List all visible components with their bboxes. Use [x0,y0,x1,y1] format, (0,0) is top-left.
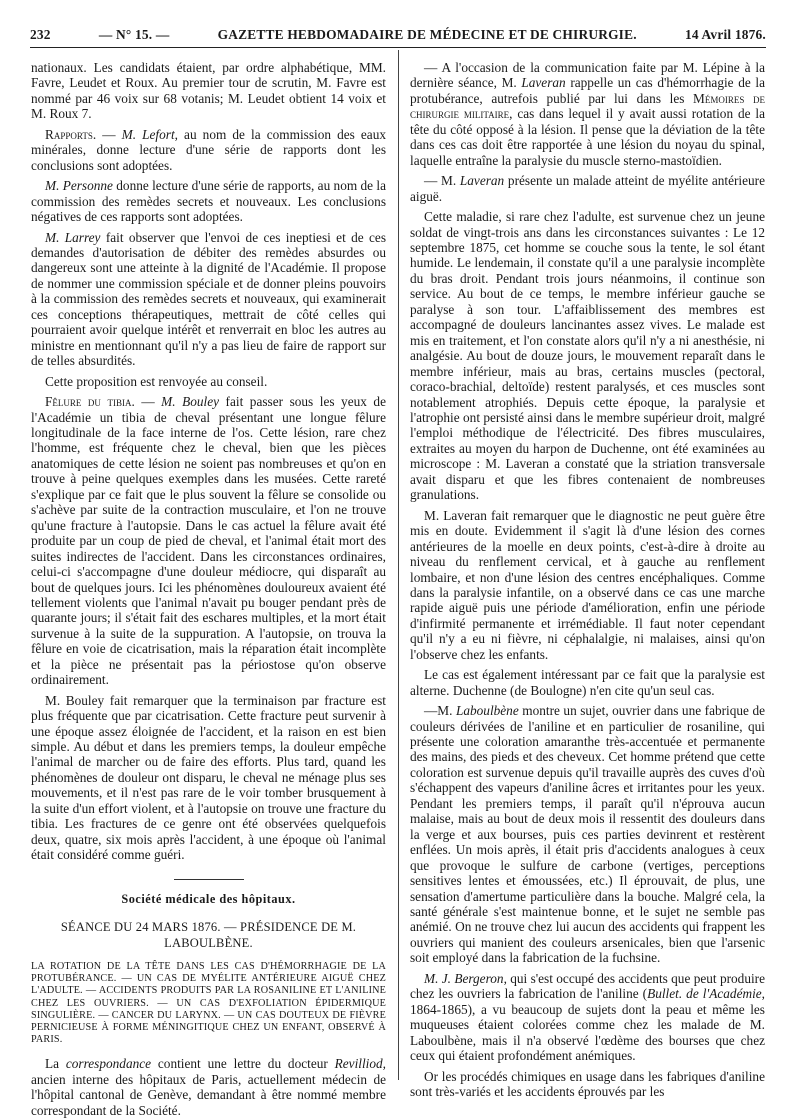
person-name: M. Larrey [45,229,101,245]
publication-title: Bullet. de l'Académie [647,986,762,1002]
paragraph-text: , 1864-1865), a vu beaucoup de sujets dont la peau et même les muqueuses étaient colorées comme chez les malade de M. Laboulbène, mais il n'a observé l'œdème des bourses que chez ceux qui étaient profondément anémiques. [410,986,765,1064]
paragraph-text: fait passer sous les yeux de l'Académie un tibia de cheval présentant une longue fêlure longitudinale de la face interne de l'os. Cette lésion, rare chez l'homme, est fréquente chez le cheval, bien que les pièces anatomiques de cette lésion ne soient pas nombreuses et qu'on en trouve à peine quelques exemples dans les musées. Cette rareté s'explique par ce fait que le plus souvent la fêlure se consolide ou s'achève par suite de la contraction musculaire, et l'on ne trouve qu'une fracture à l'autopsie. Dans le cas actuel la fêlure avait été produite par un coup de pied de cheval, et l'animal était mort des suites indirectes de l'accident. Dans les circonstances ordinaires, celui-ci s'accompagne d'une douleur médiocre, qui disparaît au bout de quelques jours. Ici les phénomènes douloureux avaient été tellement violents que l'animal n'avait pu bouger pendant près de quarante jours; il s'était fait des eschares multiples, et la mort était survenue à la suite de la suppuration. A l'autopsie, on trouva la fêlure en voie de cicatrisation, mais la réparation était incomplète et la pièce ne présentait pas la périostose qu'on observe ordinairement. [31,394,386,688]
right-column [410,60,765,1099]
paragraph-text: — A l'occasion de la communication faite par M. Lépine à la dernière séance, M. [410,60,765,91]
paragraph-text: contient une lettre du docteur [151,1056,335,1072]
paragraph-text: donne lecture d'une série de rapports, au nom de la commission des remèdes secrets et nouveaux. Les conclusions négatives de ces rapports sont adoptées. [31,178,386,225]
left-column [31,60,386,1118]
paragraph: Le cas est également intéressant par ce fait que la paralysie est alterne. Duchenne (de Boulogne) n'en cite qu'un seul cas. [410,667,765,698]
paragraph: Cette maladie, si rare chez l'adulte, est survenue chez un jeune soldat de vingt-trois ans dans les circonstances suivantes : Le 12 septembre 1875, cet homme se couche sous la tente, le sol étant humide. Le lendemain, il constate qu'il a une paralysie incomplète du bras droit. Pendant trois jours néanmoins, il continue son service. Au bout de ce temps, le membre inférieur gauche se paralyse à son tour. L'affaiblissement des membres est accompagné de douleurs lancinantes assez vives. Le malade est mis en traitement, et l'on constate alors qu'il n'y a ni anesthésie, ni analgésie. Au bout de douze jours, le mouvement reparaît dans le membre inférieur, mais au bras, certains muscles (pectoral, coraco-brachial, deltoïde) restent paralysés, et ces muscles sont notablement atrophiés. Depuis cette époque, la paralysie et l'atrophie ont persisté ainsi dans le membre supérieur droit, malgré l'emploi méthodique de l'électricité. Des fibres musculaires, extraites au moyen du harpon de Duchenne, ont été examinées au microscope : M. Laveran a constaté que la striation transversale avait disparu et que les fibres contenaient de nombreuses granulations. [410,209,765,503]
paragraph-text: La [45,1056,66,1072]
person-name: M. Bouley [161,394,220,410]
page-number: 232 [30,27,51,42]
paragraph-text: rappelle un cas d'hémorrhagie de la protubérance, autrefois publié par lui dans les [410,75,765,106]
paragraph [410,703,765,966]
section-label: Rapports. [45,126,97,142]
section-title: Société médicale des hôpitaux. [121,891,296,906]
paragraph [410,971,765,1064]
paragraph: nationaux. Les candidats étaient, par ordre alphabétique, MM. Favre, Leudet et Roux. Au premier tour de scrutin, M. Favre est nommé par 46 voix sur 68 votanis; M. Leudet obtient 14 voix et M. Roux 7. [31,60,386,122]
paragraph [31,1056,386,1118]
seance-line: SÉANCE DU 24 MARS 1876. — PRÉSIDENCE DE M. LABOULBÈNE. [60,920,357,950]
paragraph-text: —M. [424,703,456,719]
paragraph: Rapports. — M. Lefort, au nom de la commission des eaux minérales, donne lecture d'une série de rapports dont les conclusions sont adoptées. [31,126,386,173]
person-name: Laveran [459,173,505,189]
paragraph-text: — M. [424,173,460,189]
person-name: Laveran [521,75,566,91]
issue-number: — N° 15. — [98,27,170,42]
italic-term: correspondance [65,1056,152,1072]
column-divider [398,50,399,1080]
person-name: Revilliod, [334,1056,386,1072]
paragraph-text: , au nom de la commission des eaux minérales, donne lecture d'une série de rapports dont les conclusions sont adoptées. [31,126,386,173]
paragraph: Fêlure du tibia. — M. Bouley fait passer sous les yeux de l'Académie un tibia de cheval présentant une longue fêlure longitudinale de la face interne de l'os. Cette lésion, rare chez l'homme, est fréquente chez le cheval, bien que les pièces anatomiques de cette lésion ne soient pas nombreuses et qu'on en trouve à peine quelques exemples dans les musées. Cette rareté s'explique par ce fait que le plus souvent la fêlure se consolide ou s'achève par suite de la contraction musculaire, et l'on ne trouve qu'une fracture à l'autopsie. Dans le cas actuel la fêlure avait été produite par un coup de pied de cheval, et l'animal était mort des suites indirectes de l'accident. Dans les circonstances ordinaires, celui-ci s'accompagne d'une douleur médiocre, qui disparaît au bout de quelques jours. Ici les phénomènes douloureux avaient été tellement violents que l'animal n'avait pu bouger pendant près de quarante jours; il s'était fait des eschares multiples, et la mort était survenue à la suite de la suppuration. A l'autopsie, on trouva la fêlure en voie de cicatrisation, mais la réparation était incomplète et la pièce ne présentait pas la périostose qu'on observe ordinairement. [31,394,386,688]
page-header [30,27,766,43]
person-name: Laboulbène [455,703,519,719]
header-rule [30,47,766,48]
paragraph-text: montre un sujet, ouvrier dans une fabrique de couleurs dérivées de l'aniline et en particulier de rosaniline, qui présente une coloration amaranthe très-accentuée et permanente des mains, des pieds et des cheveux. Cet homme prétend que cette coloration est survenue depuis qu'il travaille auprès des cuves d'où s'échappent des vapeurs d'aniline âcres et irritantes pour les yeux. Pendant les premiers temps, il paraît qu'il n'éprouva aucun malaise, mais au bout de deux mois il ressentit des douleurs dans la verge et aux bourses, puis ces parties devinrent et restèrent enflées. Un mois après, il était pris d'accidents analogues à ceux que provoque le sulfure de carbone (vertiges, perceptions sensitives lentes et émoussées, etc.) Il éprouvait, de plus, une sensation d'amertume particulière dans la bouche. Malgré cela, la santé générale s'est maintenue bonne, et le sujet ne semble pas anémié. On ne trouve chez lui aucun des accidents qui frappent les ouvriers qui manient des couleurs arsenicales, bien que l'arsenic soit employé dans la fabrication de la fuchsine. [410,703,765,966]
paragraph [410,60,765,168]
paragraph-text: fait observer que l'envoi de ces ineptiesi et de ces demandes d'autorisation de débiter des remèdes absurdes ou dangereux sont une atteinte à la dignité de l'Académie. Il propose de nommer une commission spéciale et de donner pleins pouvoirs à la commission des remèdes secrets et nouveaux, qui examinerait ces conceptions thérapeutiques, mettrait de côté celles qui pourraient avoir quelque intérêt et renverrait en bloc les autres au ministre en mentionnant qu'il n'y a pas lieu de faire de rapport sur de telles absurdités. [31,229,386,369]
person-name: M. Personne [45,178,113,194]
person-name: M. Lefort [121,126,175,142]
paragraph: M. Laveran fait remarquer que le diagnostic ne peut guère être mis en doute. Evidemment il s'agit là d'une lésion des cornes antérieures de la moelle en deux points, c'est-à-dire à droite au niveau du renflement cervical, et à gauche au renflement lombaire, et non d'une lésion des centres encéphaliques. Comme dans la paralysie infantile, on a observé dans ce cas une marche rapide aiguë puis une période d'amélioration, enfin une période d'infirmité permanente et irrémédiable. Il faut noter cependant qu'il n'y a eu ni fièvre, ni céphalalgie, ni malaises, ainsi qu'on l'observe chez les enfants. [410,507,765,662]
paragraph-text: , cas dans lequel il y avait aussi rotation de la tête du côté opposé à la lésion. Il pense que la déviation de la tête dans ces cas doit être rapportée à une lésion du noyau du spinal, laquelle entraîne la paralysie du muscle sterno-mastoïdien. [410,106,765,168]
issue-date: 14 Avril 1876. [684,27,766,42]
paragraph [31,178,386,224]
paragraph: Or les procédés chimiques en usage dans les fabriques d'aniline sont très-variés et les accidents éprouvés par les [410,1068,765,1099]
paragraph [31,230,386,369]
person-name: M. J. Bergeron [424,970,504,986]
paragraph: M. Bouley fait remarquer que la terminaison par fracture est plus fréquente que par cicatrisation. Cette fracture peut survenir à une époque assez éloignée de l'accident, et la raison en est bien simple. Au début et dans les premiers temps, la douleur empêche l'animal de marcher ou de faire des efforts. Plus tard, quand les phénomènes de douleur ont disparu, le cheval ne ménage plus ses mouvements, et il n'est pas rare de le voir tomber brusquement à la suite d'un effort violent, et à l'autopsie on trouve une fracture du tibia. Les fractures de ce genre ont été observées quelquefois deux, quatre, six mois après l'accident, à une époque où l'animal était considéré comme guéri. [31,692,386,863]
paragraph-text: présente un malade atteint de myélite antérieure aiguë. [410,173,765,204]
session-summary: LA ROTATION DE LA TÊTE DANS LES CAS D'HÉMORRHAGIE DE LA PROTUBÉRANCE. — UN CAS DE MYÉLITE ANTÉRIEURE AIGUË CHEZ L'ADULTE. — ACCIDENTS PRODUITS PAR LA ROSANILINE ET L'ANILINE CHEZ LES OUVRIERS. — UN CAS D'EXFOLIATION ÉPIDERMIQUE SINGULIÈRE. — CANCER DU LARYNX. — UN CAS DOUTEUX DE FIÈVRE PERNICIEUSE À FORME MÉNINGITIQUE CHEZ UN ENFANT, OBSERVÉ À PARIS. [31,961,386,1046]
section-divider [174,879,244,880]
journal-title: GAZETTE HEBDOMADAIRE DE MÉDECINE ET DE CHIRURGIE. [217,27,637,42]
publication-title: Mémoires de chirurgie militaire [410,90,765,122]
paragraph-text: ancien interne des hôpitaux de Paris, actuellement médecin de l'hôpital cantonal de Genève, demandant à être nommé membre correspondant de la Société. [31,1071,386,1118]
paragraph: Cette proposition est renvoyée au conseil. [45,373,268,389]
paragraph-text: , qui s'est occupé des accidents que peut produire chez les ouvriers la fabrication de l'aniline ( [410,970,765,1002]
section-label: Fêlure du tibia. [45,394,135,410]
paragraph [410,173,765,204]
